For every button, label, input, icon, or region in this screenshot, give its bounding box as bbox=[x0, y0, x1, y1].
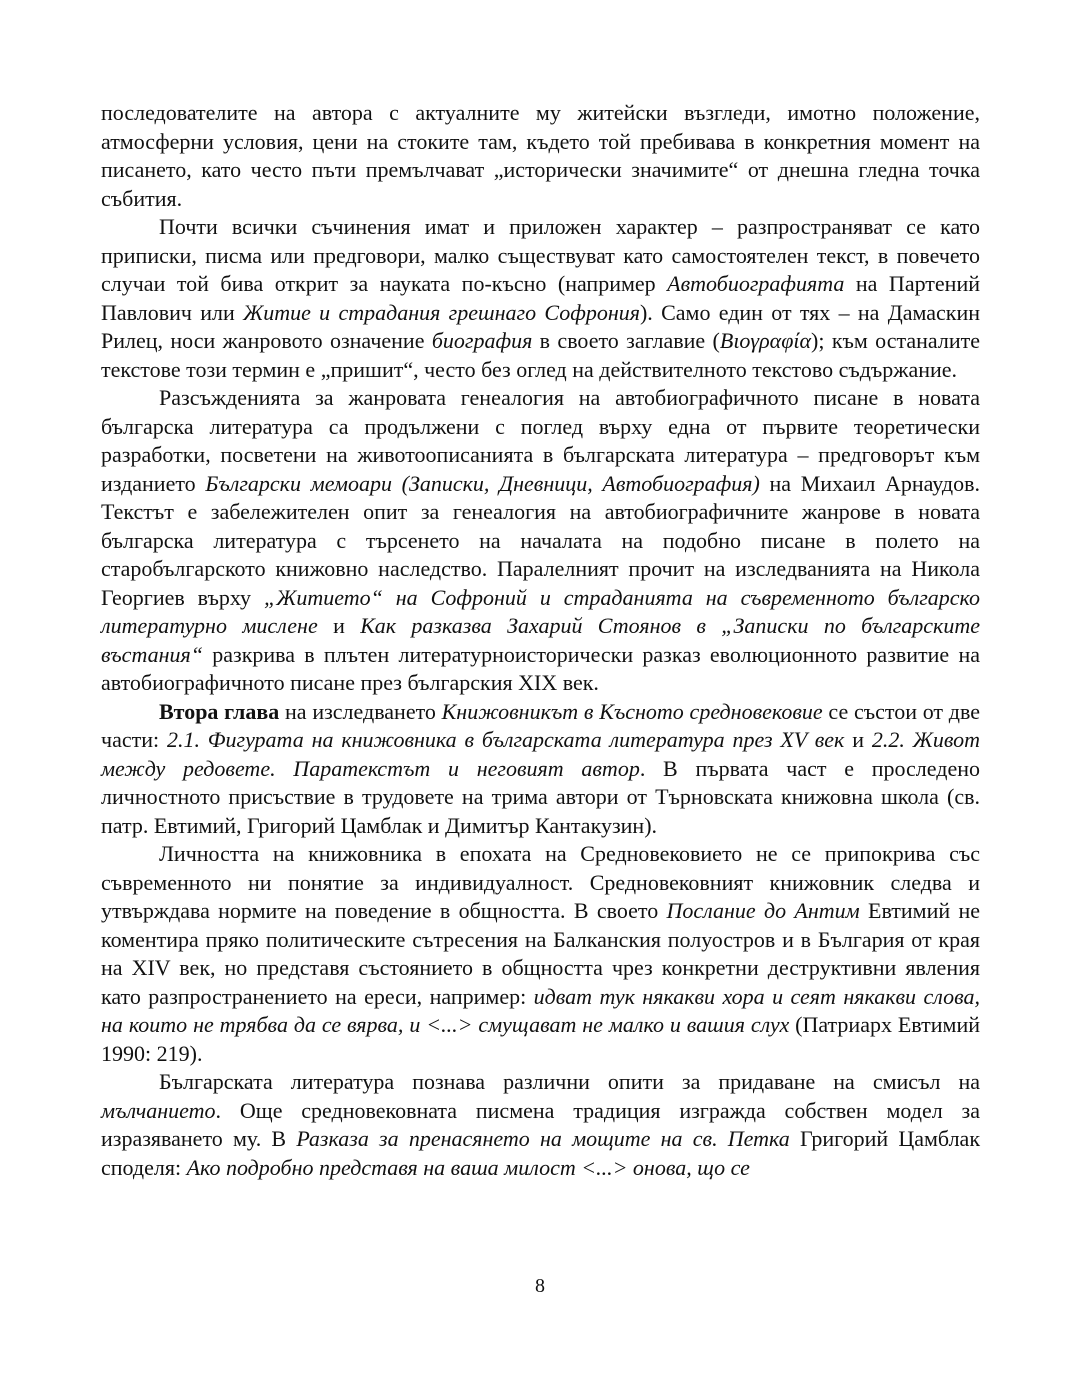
italic-title: Разказа за пренасянето на мощите на св. Петка bbox=[296, 1126, 790, 1151]
text-span: Григорий Цамблак споделя: bbox=[101, 1126, 981, 1180]
italic-title: Послание до Антим bbox=[666, 898, 860, 923]
body-text bbox=[101, 99, 980, 1182]
bold-heading: Втора глава bbox=[159, 698, 280, 724]
paragraph-4 bbox=[101, 698, 980, 841]
text-span: и bbox=[844, 727, 872, 752]
text-span: разкрива в плътен литературноисторически разказ еволюционното развитие на автобиографичното писане през българския XIX век. bbox=[101, 641, 980, 695]
text-span: . В първата част е проследено личностното присъствие в трудовете на трима автори от Търновската книжовна школа (св. патр. Евтимий, Григорий Цамблак и Димитър Кантакузин). bbox=[101, 755, 980, 838]
italic-term: биография bbox=[431, 328, 533, 353]
text-span: Личността на книжовника в епохата на Средновековието не се припокрива със съвременното ни понятие за индивидуалност. Средновековният книжовник следва и утвърждава нормите на поведение в общността. В своето bbox=[101, 841, 980, 923]
paragraph-5 bbox=[101, 840, 980, 1068]
paragraph-2 bbox=[101, 213, 980, 384]
text-span: се състои от две части: bbox=[101, 698, 981, 752]
italic-title: Български мемоари (Записки, Дневници, Автобиография) bbox=[205, 470, 760, 496]
page-number: 8 bbox=[535, 1275, 545, 1297]
text-span: Почти всички съчинения имат и приложен характер – разпространяват се като приписки, писма или предговори, малко съществуват като самостоятелен текст, в повечето случаи той бива открит за науката по-късно (например bbox=[101, 214, 980, 296]
italic-title: Как разказва Захарий Стоянов в „Записки по българските въстания“ bbox=[101, 613, 980, 667]
text-span: на Михаил Арнаудов. Текстът е забележителен опит за генеалогия на автобиографичните жанрове в новата българска литература с търсенето на началата на подобно писане в полето на старобългарското книжовно наследство. Паралелният прочит на изследванията на Никола Георгиев върху bbox=[101, 470, 980, 610]
italic-title: Книжовникът в Късното средновековие bbox=[441, 698, 823, 724]
italic-term: мълчанието bbox=[101, 1097, 216, 1123]
text-span: Българската литература познава различни опити за придаване на смисъл на bbox=[159, 1069, 980, 1094]
text-span: (Патриарх Евтимий 1990: 219). bbox=[101, 1012, 981, 1066]
italic-title: „Житието“ на Софроний и страданията на съвременното българско литературно мислене bbox=[101, 584, 980, 638]
italic-quote: Ако подробно представя на ваша милост <...> онова, що се bbox=[186, 1154, 750, 1180]
italic-title: 2.1. Фигурата на книжовника в българската литература през XV век bbox=[166, 727, 845, 752]
italic-title: Автобиографията bbox=[667, 271, 845, 296]
text-span: в своето заглавие ( bbox=[532, 328, 720, 353]
text-span: и bbox=[317, 613, 361, 638]
text-span: последователите на автора с актуалните му житейски възгледи, имотно положение, атмосферни условия, цени на стоките там, където той пребивава в конкретния момент на писането, като често пъти премълчават „исторически значимите“ от днешна гледна точка събития. bbox=[101, 100, 980, 211]
text-span: ); към останалите текстове този термин е „пришит“, често без оглед на действителното текстово съдържание. bbox=[101, 328, 981, 382]
text-span: Разсъжденията за жанровата генеалогия на автобиографичното писане в новата българска литература са продължени с поглед върху една от първите теоретически разработки, посветени на животоописанията в българската литература – предговорът към изданието bbox=[101, 385, 980, 496]
paragraph-6 bbox=[101, 1068, 980, 1182]
text-span: на изследването bbox=[279, 698, 442, 724]
text-span: ). Само един от тях – на Дамаскин Рилец, носи жанровото означение bbox=[101, 299, 981, 353]
italic-term: Βιογραφία bbox=[719, 328, 812, 353]
italic-title: 2.2. Живот между редовете. Паратекстът и неговият автор bbox=[101, 727, 980, 781]
text-span: на Партений Павлович или bbox=[101, 271, 980, 325]
text-span: . Още средновековната писмена традиция изгражда собствен модел за изразяването му. В bbox=[101, 1097, 980, 1151]
text-span: Евтимий не коментира пряко политическите сътресения на Балканския полуостров и в България от края на XIV век, но представя състоянието в общността чрез конкретни деструктивни явления като разпространението на ереси, например: bbox=[101, 898, 980, 1009]
italic-title: Житие и страдания грешнаго Софрония bbox=[243, 299, 640, 325]
paragraph-3 bbox=[101, 384, 980, 698]
italic-quote: идват тук някакви хора и сеят някакви слова, на които не трябва да се вярва, и <...> смущават не малко и вашия слух bbox=[101, 983, 981, 1037]
paragraph-1 bbox=[101, 99, 980, 213]
